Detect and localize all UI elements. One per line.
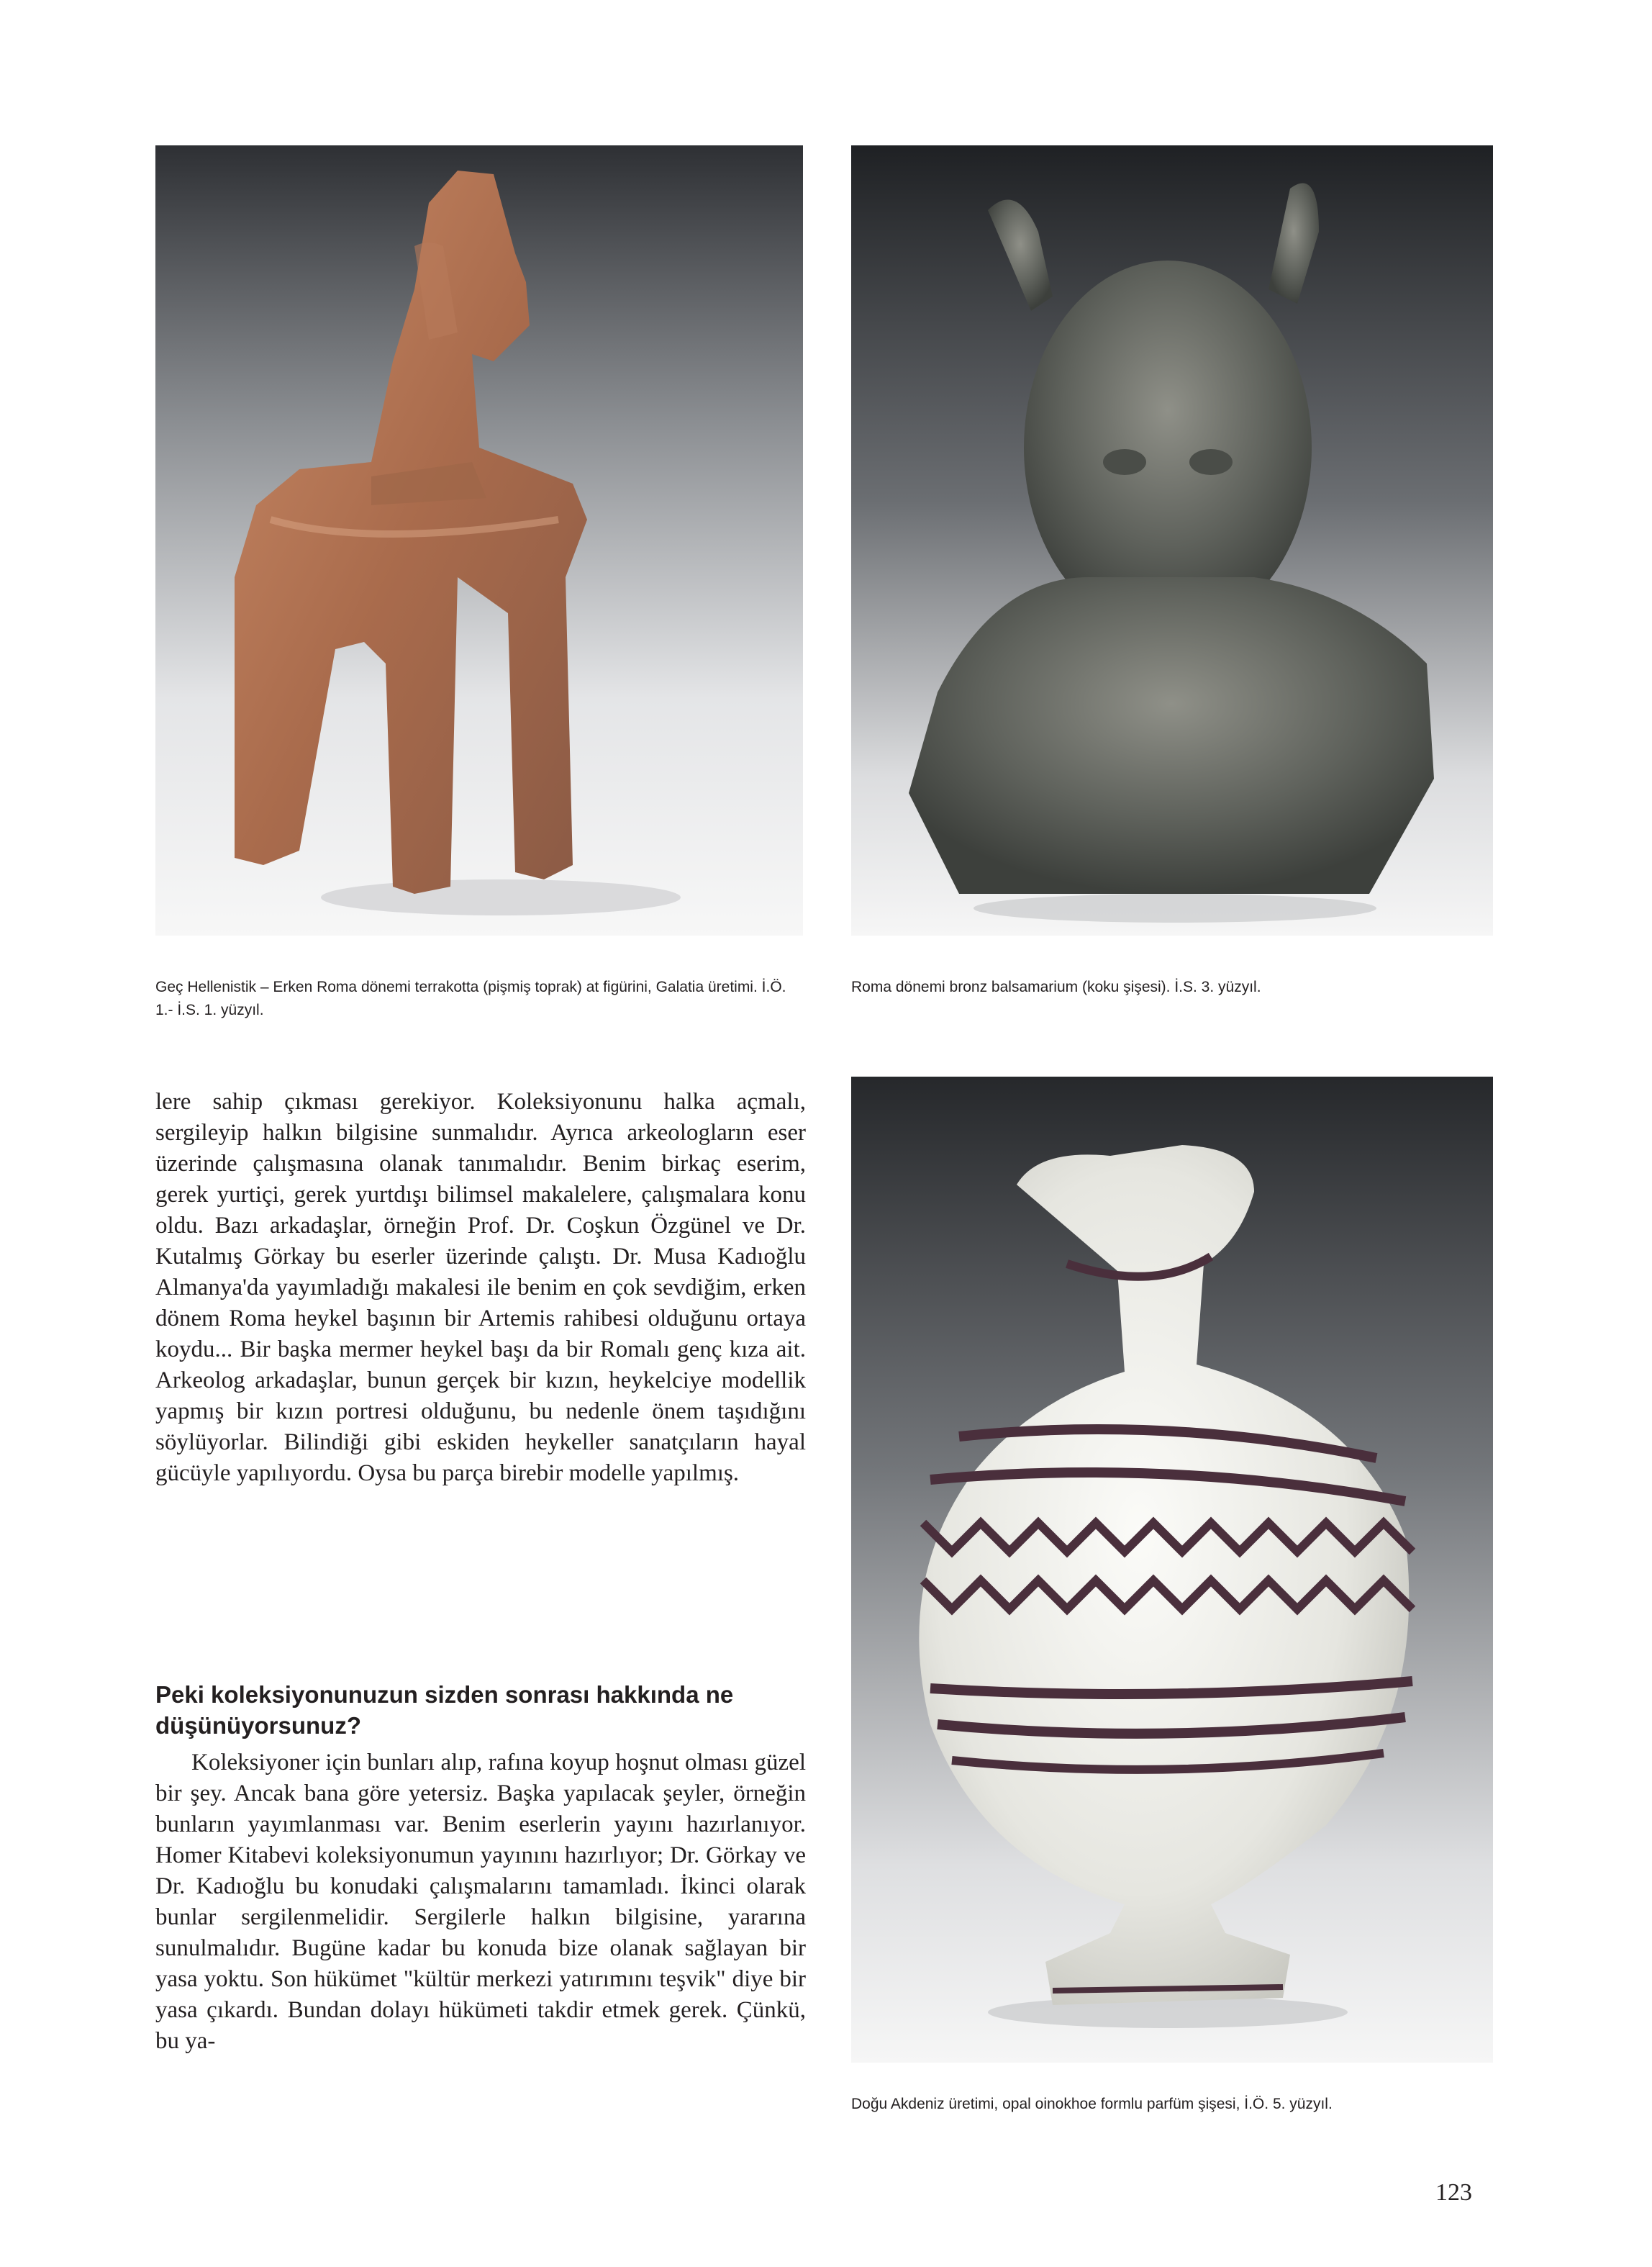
body-paragraph-1 bbox=[155, 1087, 806, 1489]
page-number: 123 bbox=[1435, 2179, 1472, 2206]
question-heading: Peki koleksiyonunuzun sizden sonrası hakkında ne düşünüyorsunuz? bbox=[155, 1681, 734, 1739]
bust-caption: Roma dönemi bronz balsamarium (koku şişesi). İ.S. 3. yüzyıl. bbox=[851, 979, 1261, 995]
jug-caption: Doğu Akdeniz üretimi, opal oinokhoe formlu parfüm şişesi, İ.Ö. 5. yüzyıl. bbox=[851, 2096, 1333, 2112]
horse-caption: Geç Hellenistik – Erken Roma dönemi terrakotta (pişmiş toprak) at figürini, Galatia üretimi. İ.Ö. 1.- İ.S. 1. yüzyıl. bbox=[155, 979, 786, 1018]
bronze-bust-photo bbox=[851, 145, 1493, 936]
body-paragraph-2 bbox=[155, 1747, 806, 2057]
horse-figurine-photo bbox=[155, 145, 803, 936]
paragraph-2-text: Koleksiyoner için bunları alıp, rafına koyup hoşnut olması güzel bir şey. Ancak bana göre yetersiz. Başka yapılacak şeyler, örneğin bunların yayımlanması var. Benim eserlerin yayını hazırlanıyor. Homer Kitabevi koleksiyonumun yayınını hazırlıyor; Dr. Görkay ve Dr. Kadıoğlu bu konudaki çalışmalarını tamamladı. İkinci olarak bunlar sergilenmelidir. Sergilerle halkın bilgisine, yararına sunulmalıdır. Bugüne kadar bu konuda bize olanak sağlayan bir yasa yoktu. Son hükümet "kültür merkezi yatırımını teşvik" diye bir yasa çıkardı. Bundan dolayı hükümeti takdir etmek gerek. Çünkü, bu ya- bbox=[155, 1750, 806, 2054]
opal-jug-photo bbox=[851, 1077, 1493, 2063]
paragraph-1-text: lere sahip çıkması gerekiyor. Koleksiyonunu halka açmalı, sergileyip halkın bilgisine sunmalıdır. Ayrıca arkeologların eser üzerinde çalışmasına olanak tanımalıdır. Benim birkaç eserim, gerek yurtiçi, gerek yurtdışı bilimsel makalelere, çalışmalara konu oldu. Bazı arkadaşlar, örneğin Prof. Dr. Coşkun Özgünel ve Dr. Kutalmış Görkay bu eserler üzerinde çalıştı. Dr. Musa Kadıoğlu Almanya'da yayımladığı makalesi ile benim en çok sevdiğim, erken dönem Roma heykel başının bir Artemis rahibesi olduğunu ortaya koydu... Bir başka mermer heykel başı da bir Romalı genç kıza ait. Arkeolog arkadaşlar, bunun gerçek bir kızın, heykelciye modellik yapmış bir kızın portresi olduğunu, bu nedenle önem taşıdığını söylüyorlar. Bilindiği gibi eskiden heykeller sanatçıların hayal gücüyle yapılıyordu. Oysa bu parça birebir modelle yapılmış. bbox=[155, 1089, 806, 1486]
